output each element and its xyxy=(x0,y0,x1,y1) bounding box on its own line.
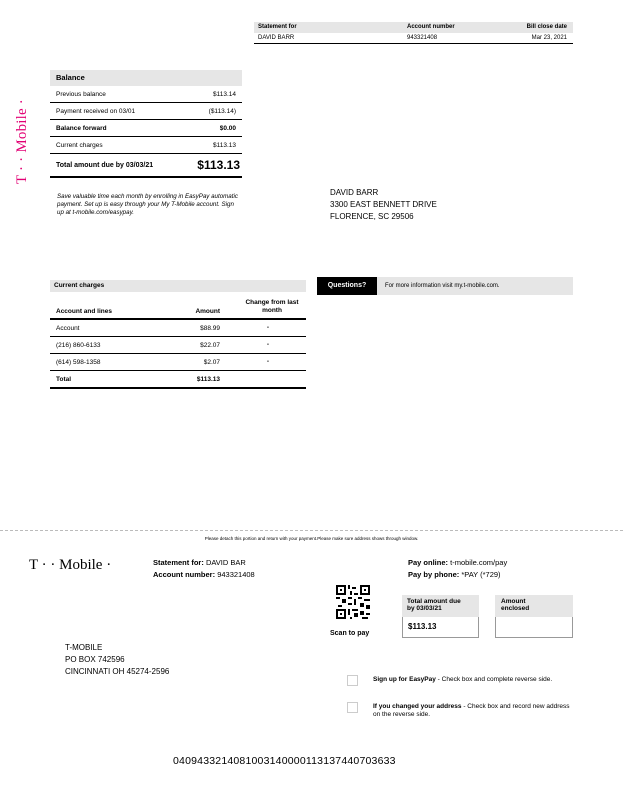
balance-line-value: $113.14 xyxy=(212,91,236,98)
scan-to-pay-label: Scan to pay xyxy=(330,630,370,637)
balance-title: Balance xyxy=(50,70,242,86)
questions-label: Questions? xyxy=(317,277,377,295)
pay-phone-label: Pay by phone: xyxy=(408,570,460,579)
address-change-option xyxy=(373,703,578,719)
col-amount-header: Amount xyxy=(195,308,220,315)
balance-line-label: Payment received on 03/01 xyxy=(56,108,136,115)
due-date-label: by 03/03/21 xyxy=(407,605,442,612)
total-label: Total xyxy=(56,376,72,383)
row-label: (614) 598-1358 xyxy=(56,359,101,366)
logo-text: T · · Mobile · xyxy=(14,98,30,184)
pay-online-link[interactable]: t-mobile.com/pay xyxy=(450,558,508,567)
account-number-value: 943321408 xyxy=(217,570,255,579)
account-number-header: Account number xyxy=(407,24,455,30)
row-label: Account xyxy=(56,325,80,332)
account-number-value: 943321408 xyxy=(407,35,438,41)
address-option-text: - Check box and record new address on the reverse side. xyxy=(373,703,570,718)
address-option-title: If you changed your address xyxy=(373,703,462,710)
statement-for-name: DAVID BARR xyxy=(258,35,295,41)
balance-line-value: ($113.14) xyxy=(208,108,236,115)
row-amount: $88.99 xyxy=(200,325,220,332)
balance-box xyxy=(50,70,242,178)
address-line: T-MOBILE xyxy=(65,643,103,652)
easypay-promo-text: Save valuable time each month by enrolling in EasyPay automatic payment. Set up is easy through your My T-Mobile account. Sign up at t-mobile.com/easypay. xyxy=(57,193,238,216)
easypay-option xyxy=(373,676,552,683)
pay-online-label: Pay online: xyxy=(408,558,449,567)
address-line: DAVID BARR xyxy=(330,188,379,197)
row-change: - xyxy=(266,324,270,331)
total-due-box xyxy=(402,595,479,641)
enclosed-label: Amount xyxy=(501,598,526,605)
table-row xyxy=(50,320,306,337)
amount-enclosed-box xyxy=(495,595,573,641)
customer-address xyxy=(330,187,437,223)
questions-bar xyxy=(317,277,573,295)
total-amount: $113.13 xyxy=(196,376,220,383)
col-account-header: Account and lines xyxy=(56,308,112,315)
bill-close-date-value: Mar 23, 2021 xyxy=(531,35,567,41)
easypay-checkbox[interactable] xyxy=(347,675,358,686)
qr-code-icon[interactable] xyxy=(336,585,370,619)
charges-total-row xyxy=(50,371,306,389)
statement-for-label: Statement for: xyxy=(153,558,204,567)
balance-line xyxy=(50,86,242,103)
address-change-checkbox[interactable] xyxy=(347,702,358,713)
row-change: - xyxy=(266,358,270,365)
bill-close-date-header: Bill close date xyxy=(526,24,567,30)
statement-for-header: Statement for xyxy=(258,24,297,30)
address-line: PO BOX 742596 xyxy=(65,655,125,664)
account-number-label: Account number: xyxy=(153,570,216,579)
address-line: CINCINNATI OH 45274-2596 xyxy=(65,667,170,676)
balance-line xyxy=(50,137,242,154)
charges-title: Current charges xyxy=(50,280,306,292)
table-row xyxy=(50,354,306,371)
balance-line xyxy=(50,120,242,137)
detach-note: Please detach this portion and return with your payment.Please make sure address shows through window. xyxy=(204,536,419,541)
balance-line xyxy=(50,103,242,120)
remit-address xyxy=(65,642,169,678)
col-change-header: Change from last month xyxy=(245,299,299,314)
balance-line-label: Current charges xyxy=(56,142,103,149)
charges-header-row xyxy=(50,292,306,320)
stub-statement-info xyxy=(153,557,255,581)
balance-line-label: Previous balance xyxy=(56,91,106,98)
row-label: (216) 860-6133 xyxy=(56,342,101,349)
easypay-option-title: Sign up for EasyPay xyxy=(373,676,436,683)
statement-for-value: DAVID BAR xyxy=(205,558,246,567)
questions-text: For more information visit my.t-mobile.com. xyxy=(385,283,500,289)
address-line: FLORENCE, SC 29506 xyxy=(330,212,414,221)
tmobile-logo-vertical xyxy=(14,98,36,184)
payment-scanline: 040943321408100314000011313744070363​3 xyxy=(173,755,396,767)
address-line: 3300 EAST BENNETT DRIVE xyxy=(330,200,437,209)
enclosed-label-2: enclosed xyxy=(501,605,530,612)
balance-line-value: $0.00 xyxy=(219,125,236,132)
balance-total-row xyxy=(50,154,242,178)
total-due-value: $113.13 xyxy=(197,158,240,172)
amount-enclosed-field[interactable] xyxy=(495,617,573,638)
balance-line-value: $113.13 xyxy=(212,142,236,149)
due-amount: $113.13 xyxy=(402,617,479,638)
row-amount: $22.07 xyxy=(200,342,220,349)
total-due-label: Total amount due by 03/03/21 xyxy=(56,162,154,169)
row-change: - xyxy=(266,341,270,348)
pay-phone-value: *PAY (*729) xyxy=(461,570,501,579)
current-charges-table xyxy=(50,280,306,389)
tmobile-logo: T · · Mobile · xyxy=(29,557,112,573)
payment-options xyxy=(408,557,507,581)
easypay-option-text: - Check box and complete reverse side. xyxy=(437,676,553,683)
due-label: Total amount due xyxy=(407,598,461,605)
balance-line-label: Balance forward xyxy=(56,125,107,132)
detach-line xyxy=(0,530,623,531)
table-row xyxy=(50,337,306,354)
row-amount: $2.07 xyxy=(203,359,220,366)
statement-header-table xyxy=(254,22,573,44)
